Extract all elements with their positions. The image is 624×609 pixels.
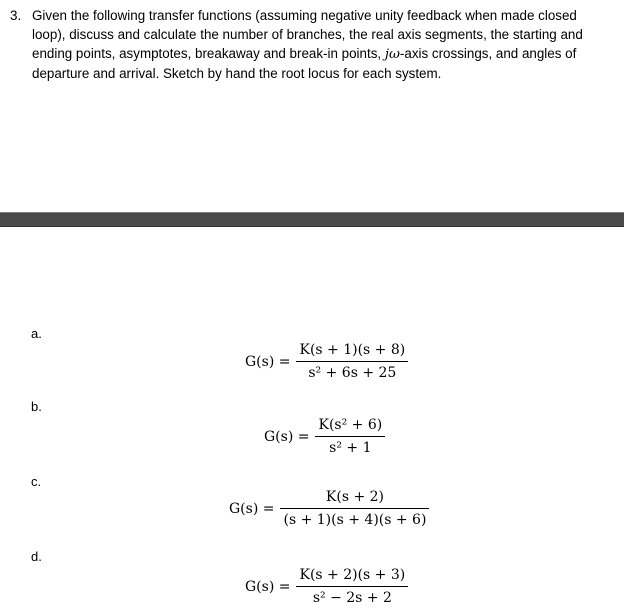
part-d-equation xyxy=(245,566,408,607)
problem-number: 3. xyxy=(10,8,22,23)
part-d-label: d. xyxy=(31,549,42,564)
part-a-numerator: K(s + 1)(s + 8) xyxy=(296,341,408,362)
part-a-denominator: s² + 6s + 25 xyxy=(308,365,397,381)
part-c-fraction xyxy=(280,488,429,529)
part-a-fraction xyxy=(296,341,408,382)
part-b-label: b. xyxy=(31,399,42,414)
part-a-equation xyxy=(245,341,408,382)
part-c-equation xyxy=(229,488,429,529)
part-d-lhs: G(s) = xyxy=(245,578,291,595)
part-c-lhs: G(s) = xyxy=(229,500,275,517)
problem-text xyxy=(32,6,590,83)
part-a-label: a. xyxy=(31,326,42,341)
part-b-lhs: G(s) = xyxy=(264,428,310,445)
part-b-denominator: s² + 1 xyxy=(329,440,372,456)
part-c-numerator: K(s + 2) xyxy=(280,488,429,509)
part-b-numerator: K(s² + 6) xyxy=(315,416,385,437)
part-d-denominator: s² − 2s + 2 xyxy=(312,590,392,606)
problem-text-part-2: -axis crossings, and angles of departure and arrival. Sketch by hand the root locus for each system. xyxy=(32,46,577,81)
part-b-equation xyxy=(264,416,385,457)
part-d-numerator: K(s + 2)(s + 3) xyxy=(296,566,408,587)
jw-symbol: jω xyxy=(384,47,400,62)
problem-text-part-1: Given the following transfer functions (assuming negative unity feedback when made closed loop), discuss and calculate the number of branches, the real axis segments, the starting and ending points, asymptotes, breakaway and break-in points, xyxy=(32,8,583,61)
problem-statement xyxy=(10,6,590,83)
part-c-denominator: (s + 1)(s + 4)(s + 6) xyxy=(283,512,427,528)
part-d-fraction xyxy=(296,566,408,607)
part-a-lhs: G(s) = xyxy=(245,353,291,370)
page-divider-bar xyxy=(0,212,624,227)
part-c-label: c. xyxy=(31,474,42,489)
part-b-fraction xyxy=(315,416,385,457)
